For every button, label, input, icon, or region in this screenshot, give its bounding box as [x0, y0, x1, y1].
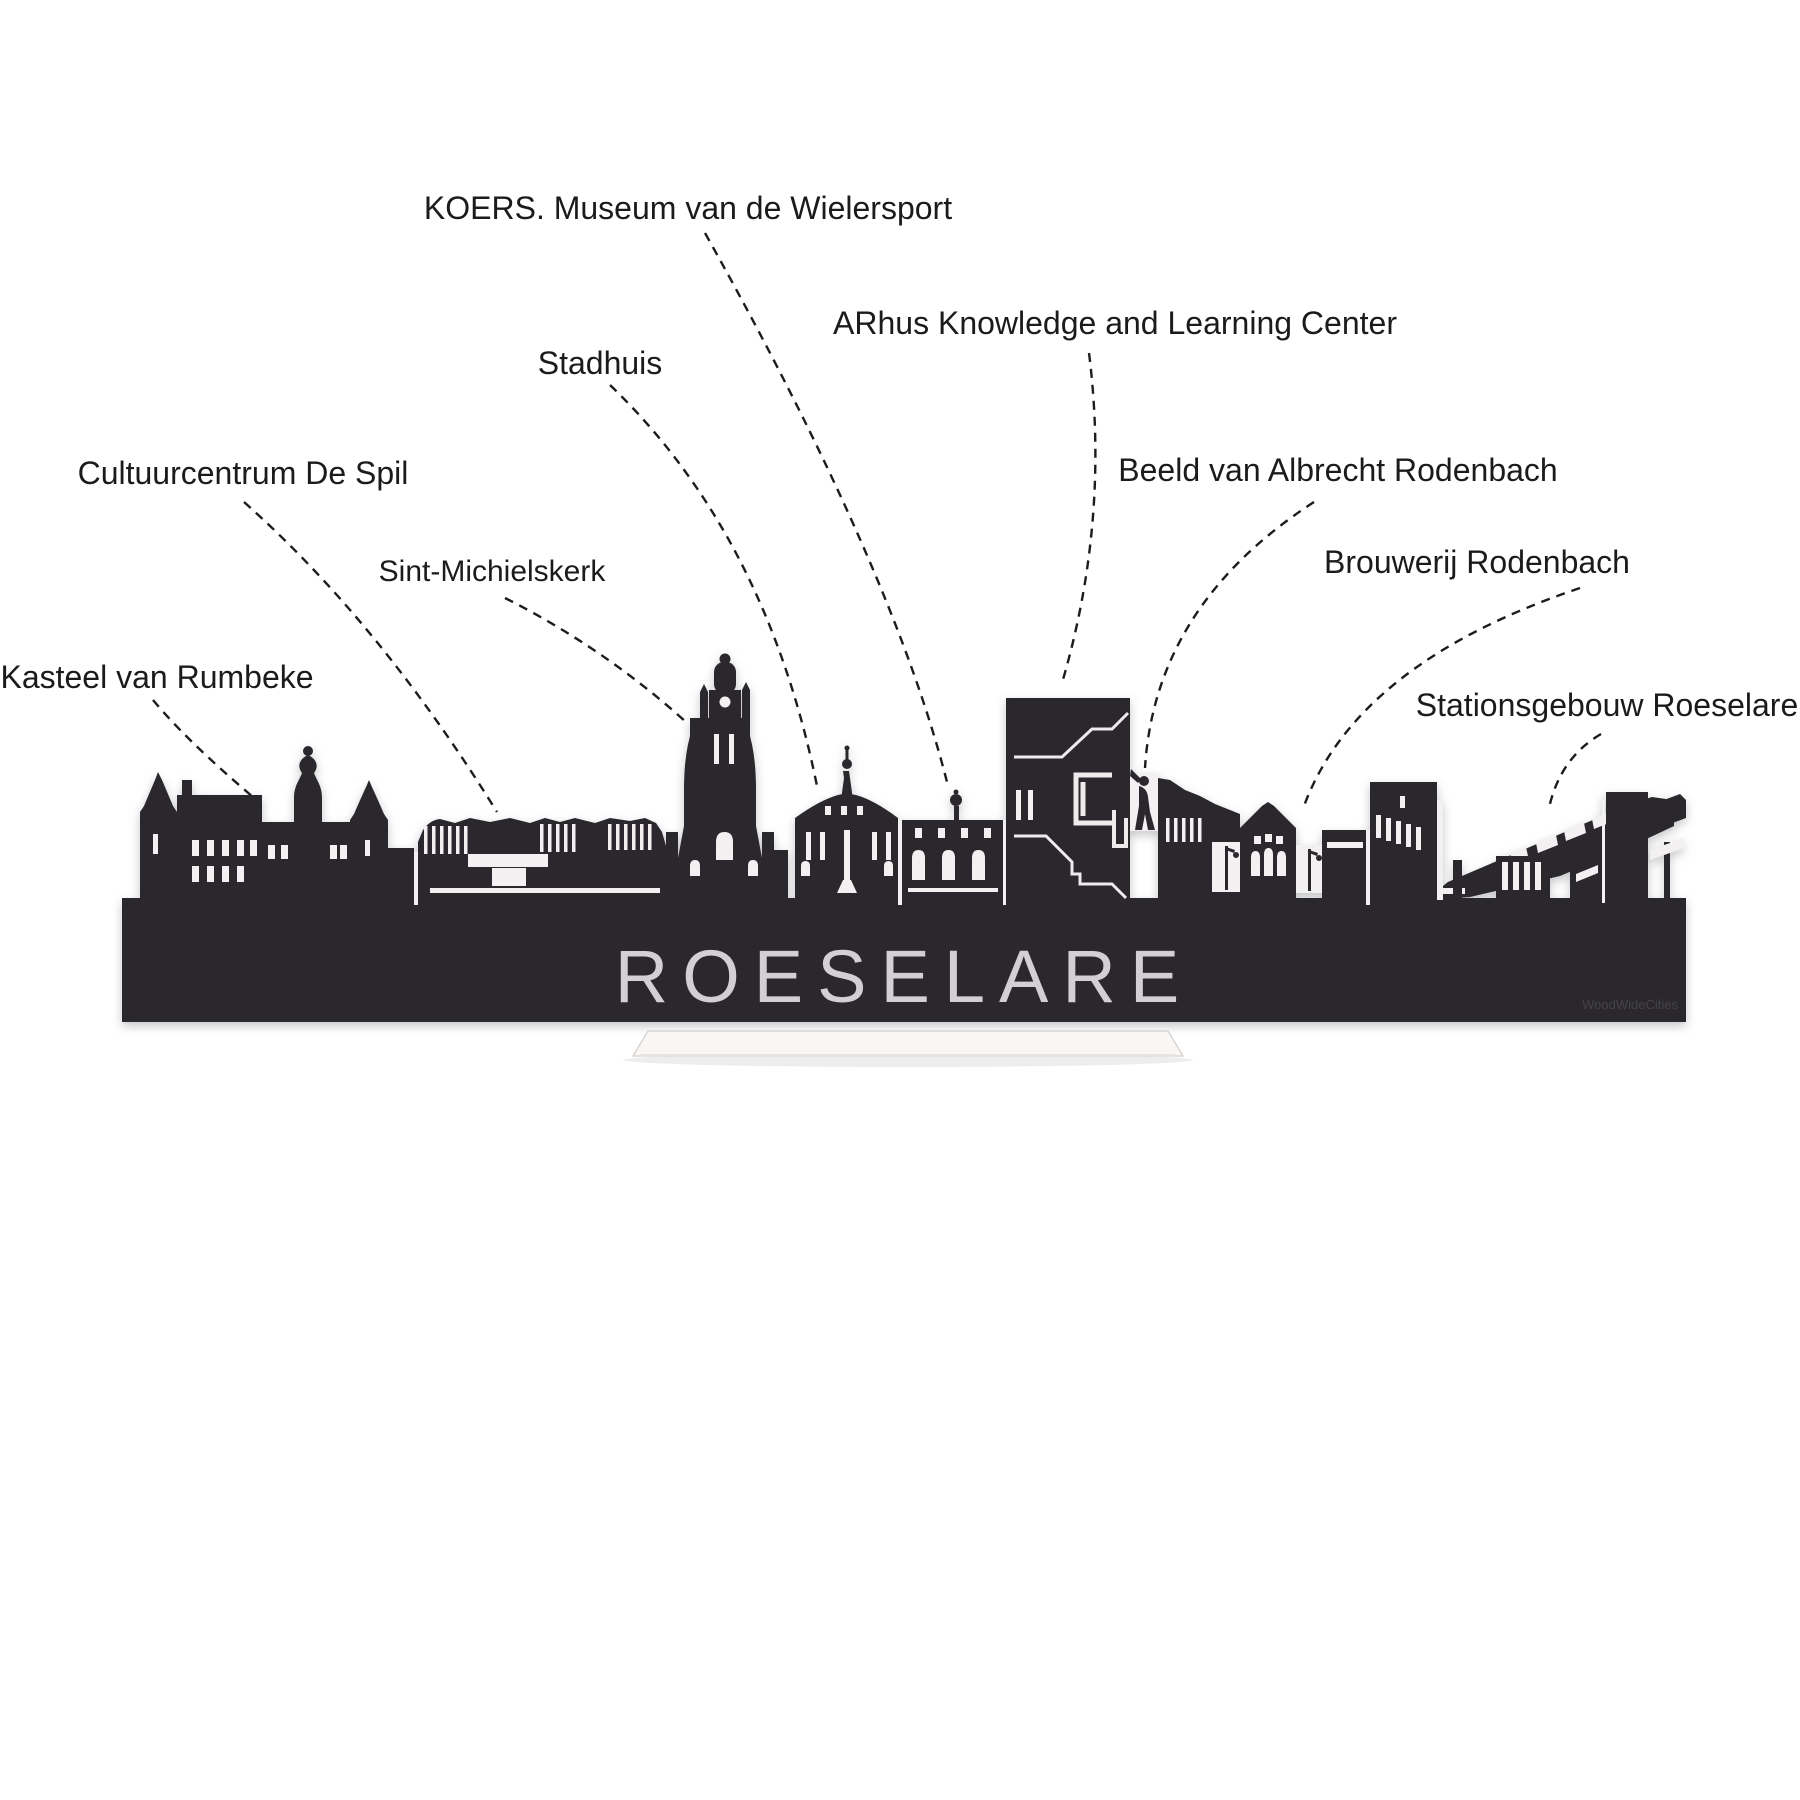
silhouette-arhus-tower: [1006, 698, 1130, 906]
silhouette-beeld-rodenbach: [1130, 769, 1158, 831]
base-plate: [623, 1031, 1193, 1067]
leader-cultuurcentrum-de-spil: [244, 502, 497, 812]
silhouette-cultuurcentrum-de-spil: [418, 818, 666, 905]
silhouette-koers-museum: [902, 790, 1006, 907]
silhouette-sint-michielskerk: [666, 654, 788, 907]
silhouette-brouwerij-rodenbach: [1158, 778, 1368, 906]
label-brouwerij-rodenbach: Brouwerij Rodenbach: [1324, 544, 1630, 580]
leader-beeld-albrecht-rodenbach: [1145, 502, 1314, 768]
leader-arhus-center: [1062, 353, 1095, 683]
silhouette-stationsgebouw: [1437, 792, 1686, 906]
label-kasteel-van-rumbeke: Kasteel van Rumbeke: [0, 659, 314, 695]
city-name-cutout: ROESELARE: [614, 935, 1194, 1018]
landmark-labels: [0, 190, 1798, 723]
watermark-text: WoodWideCities: [1582, 997, 1678, 1012]
silhouette-kasteel-van-rumbeke: [140, 746, 418, 906]
label-beeld-albrecht-rodenbach: Beeld van Albrecht Rodenbach: [1118, 452, 1558, 488]
label-arhus-center: ARhus Knowledge and Learning Center: [833, 305, 1397, 341]
silhouette-stadhuis: [795, 746, 902, 906]
leader-sint-michielskerk: [505, 598, 686, 722]
label-sint-michielskerk: Sint-Michielskerk: [378, 555, 606, 588]
leader-stationsgebouw: [1549, 734, 1601, 808]
silhouette-mid-block: [1366, 782, 1437, 906]
label-stationsgebouw: Stationsgebouw Roeselare: [1415, 687, 1799, 723]
label-koers-museum: KOERS. Museum van de Wielersport: [423, 190, 953, 226]
leader-kasteel-van-rumbeke: [153, 700, 253, 797]
label-cultuurcentrum-de-spil: Cultuurcentrum De Spil: [77, 455, 409, 491]
label-stadhuis: Stadhuis: [537, 345, 663, 381]
